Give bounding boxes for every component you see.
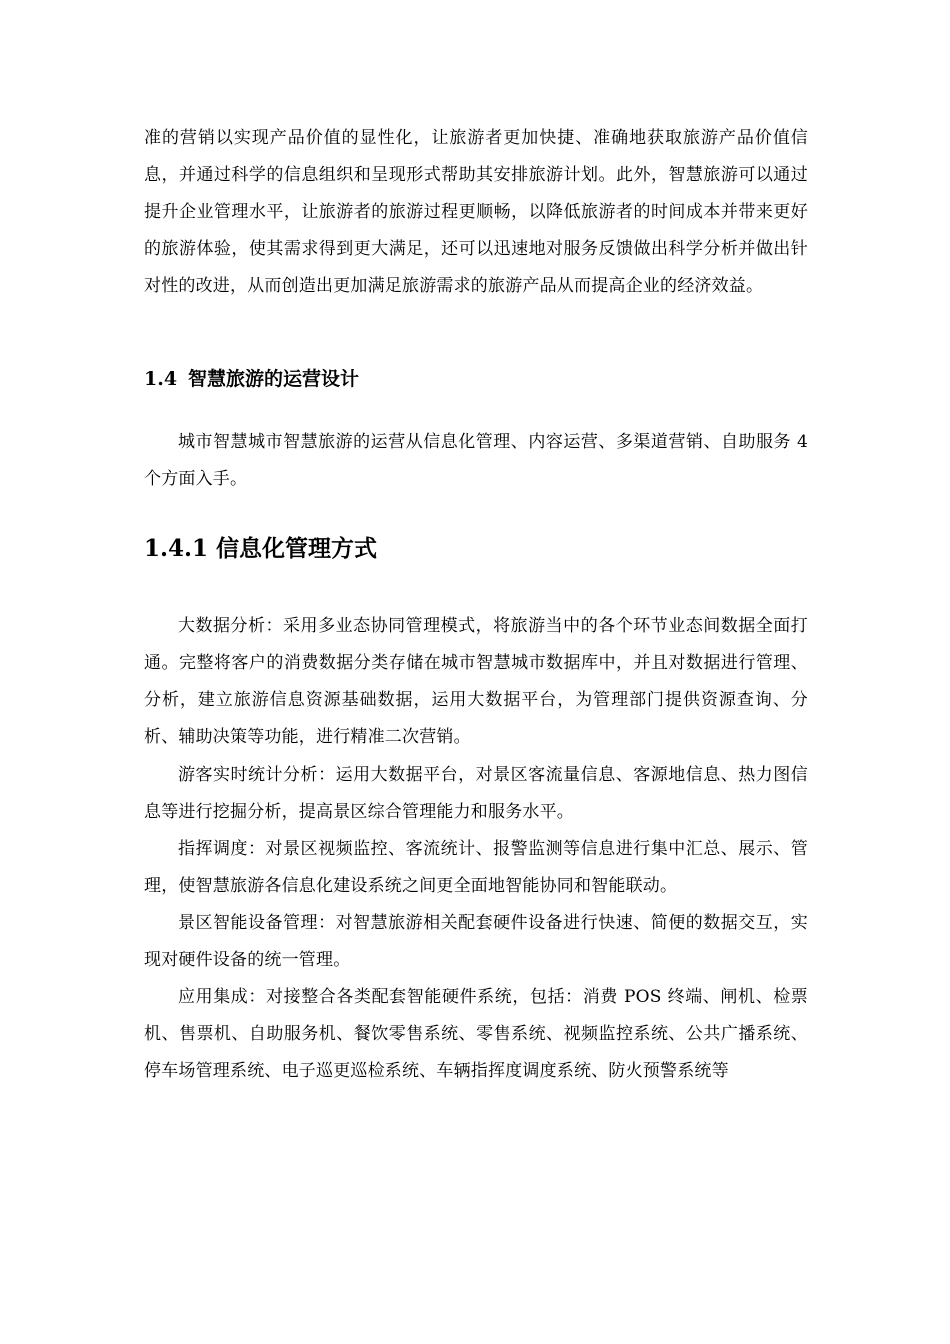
paragraph-application-integration: 应用集成：对接整合各类配套智能硬件系统，包括：消费 POS 终端、闸机、检票机、售票机、自助服务机、餐饮零售系统、零售系统、视频监控系统、公共广播系统、停车场管理系统、电子巡更巡检系统、车辆指挥度调度系统、防火预警系统等 bbox=[144, 987, 808, 1081]
paragraph-visitor-statistics: 游客实时统计分析：运用大数据平台，对景区客流量信息、客源地信息、热力图信息等进行挖掘分析，提高景区综合管理能力和服务水平。 bbox=[144, 765, 808, 822]
paragraph-command-dispatch: 指挥调度：对景区视频监控、客流统计、报警监测等信息进行集中汇总、展示、管理，使智慧旅游各信息化建设系统之间更全面地智能协同和智能联动。 bbox=[144, 839, 808, 896]
paragraph-big-data-analysis: 大数据分析：采用多业态协同管理模式，将旅游当中的各个环节业态间数据全面打通。完整将客户的消费数据分类存储在城市智慧城市数据库中，并且对数据进行管理、分析，建立旅游信息资源基础数据，运用大数据平台，为管理部门提供资源查询、分析、辅助决策等功能，进行精准二次营销。 bbox=[144, 616, 808, 747]
section-intro-paragraph: 城市智慧城市智慧旅游的运营从信息化管理、内容运营、多渠道营销、自助服务 4 个方面入手。 bbox=[144, 432, 808, 489]
section-number: 1.4 bbox=[144, 368, 178, 390]
body-paragraph-continued: 准的营销以实现产品价值的显性化，让旅游者更加快捷、准确地获取旅游产品价值信息，并通过科学的信息组织和呈现形式帮助其安排旅游计划。此外，智慧旅游可以通过提升企业管理水平，让旅游者的旅游过程更顺畅，以降低旅游者的时间成本并带来更好的旅游体验，使其需求得到更大满足，还可以迅速地对服务反馈做出科学分析并做出针对性的改进，从而创造出更加满足旅游需求的旅游产品从而提高企业的经济效益。 bbox=[144, 128, 808, 296]
section-heading-1-4 bbox=[144, 364, 359, 394]
section-title: 智慧旅游的运营设计 bbox=[188, 368, 360, 390]
paragraph-device-management: 景区智能设备管理：对智慧旅游相关配套硬件设备进行快速、简便的数据交互，实现对硬件设备的统一管理。 bbox=[144, 913, 808, 970]
subsection-heading-1-4-1: 1.4.1 信息化管理方式 bbox=[144, 535, 378, 562]
